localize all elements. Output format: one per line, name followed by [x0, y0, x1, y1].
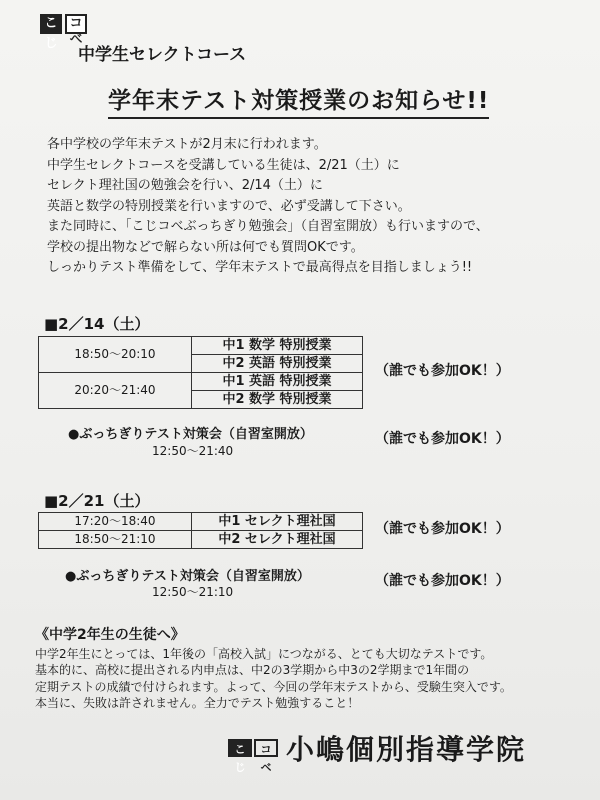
note-line: 本当に、失敗は許されません。全力でテスト勉強すること！	[35, 696, 360, 710]
logo-part-koji: こじ	[228, 739, 252, 757]
intro-paragraph	[47, 135, 489, 279]
time-cell: 20:20～21:40	[39, 373, 192, 409]
class-cell: 中2 数学 特別授業	[192, 391, 363, 409]
logo-part-kobe: コベ	[254, 739, 278, 757]
table-row	[39, 513, 363, 531]
open-to-all-note: （誰でも参加OK！）	[375, 363, 510, 379]
table-row	[39, 531, 363, 549]
open-to-all-note: （誰でも参加OK！）	[375, 573, 510, 589]
day2-schedule-table	[38, 512, 363, 549]
intro-line: 学校の提出物などで解らない所は何でも質問OKです。	[47, 239, 364, 255]
note-line: 基本的に、高校に提出される内申点は、中2の3学期から中3の2学期まで1年間の	[35, 663, 470, 677]
class-cell: 中1 数学 特別授業	[192, 337, 363, 355]
study-session-time: 12:50～21:40	[152, 444, 234, 458]
time-cell: 18:50～21:10	[39, 531, 192, 549]
table-row	[39, 373, 363, 391]
intro-line: 中学生セレクトコースを受講している生徒は、2/21（土）に	[47, 157, 400, 173]
footer-logo	[228, 739, 278, 774]
intro-line: しっかりテスト準備をして、学年末テストで最高得点を目指しましょう!!	[47, 260, 473, 275]
course-title: 中学生セレクトコース	[78, 45, 247, 65]
class-cell: 中1 セレクト理社国	[192, 513, 363, 531]
time-cell: 17:20～18:40	[39, 513, 192, 531]
note-line: 中学2年生にとっては、1年後の「高校入試」につながる、とても大切なテストです。	[35, 646, 493, 661]
open-to-all-note: （誰でも参加OK！）	[375, 431, 510, 447]
class-cell: 中1 英語 特別授業	[192, 373, 363, 391]
intro-line: セレクト理社国の勉強会を行い、2/14（土）に	[47, 178, 323, 193]
intro-line: 各中学校の学年末テストが2月末に行われます。	[47, 137, 327, 152]
class-cell: 中2 セレクト理社国	[192, 531, 363, 549]
logo-part-kobe: コベ	[65, 14, 87, 34]
table-row	[39, 337, 363, 355]
study-session-line: ●ぶっちぎりテスト対策会（自習室開放）	[65, 569, 310, 584]
brand-logo	[40, 14, 87, 51]
logo-part-koji: こじ	[40, 14, 62, 34]
intro-line: 英語と数学の特別授業を行いますので、必ず受講して下さい。	[47, 198, 411, 214]
school-footer	[228, 728, 527, 774]
note-heading: 《中学2年生の生徒へ》	[35, 627, 185, 643]
class-cell: 中2 英語 特別授業	[192, 355, 363, 373]
open-to-all-note: （誰でも参加OK！）	[375, 521, 510, 537]
second-year-note	[35, 627, 512, 712]
study-session-line: ●ぶっちぎりテスト対策会（自習室開放）	[68, 427, 313, 442]
day1-schedule-table	[38, 336, 363, 409]
intro-line: また同時に、「こじコベぶっちぎり勉強会」（自習室開放）も行いますので、	[47, 219, 489, 234]
day1-heading: ■2／14（土）	[44, 315, 150, 333]
school-name: 小嶋個別指導学院	[286, 733, 527, 766]
page-title: 学年末テスト対策授業のお知らせ!!	[108, 82, 489, 119]
study-session-time: 12:50～21:10	[152, 585, 234, 599]
time-cell: 18:50～20:10	[39, 337, 192, 373]
day2-heading: ■2／21（土）	[44, 492, 150, 510]
note-line: 定期テストの成績で付けられます。よって、今回の学年末テストから、受験生突入です。	[35, 679, 512, 694]
